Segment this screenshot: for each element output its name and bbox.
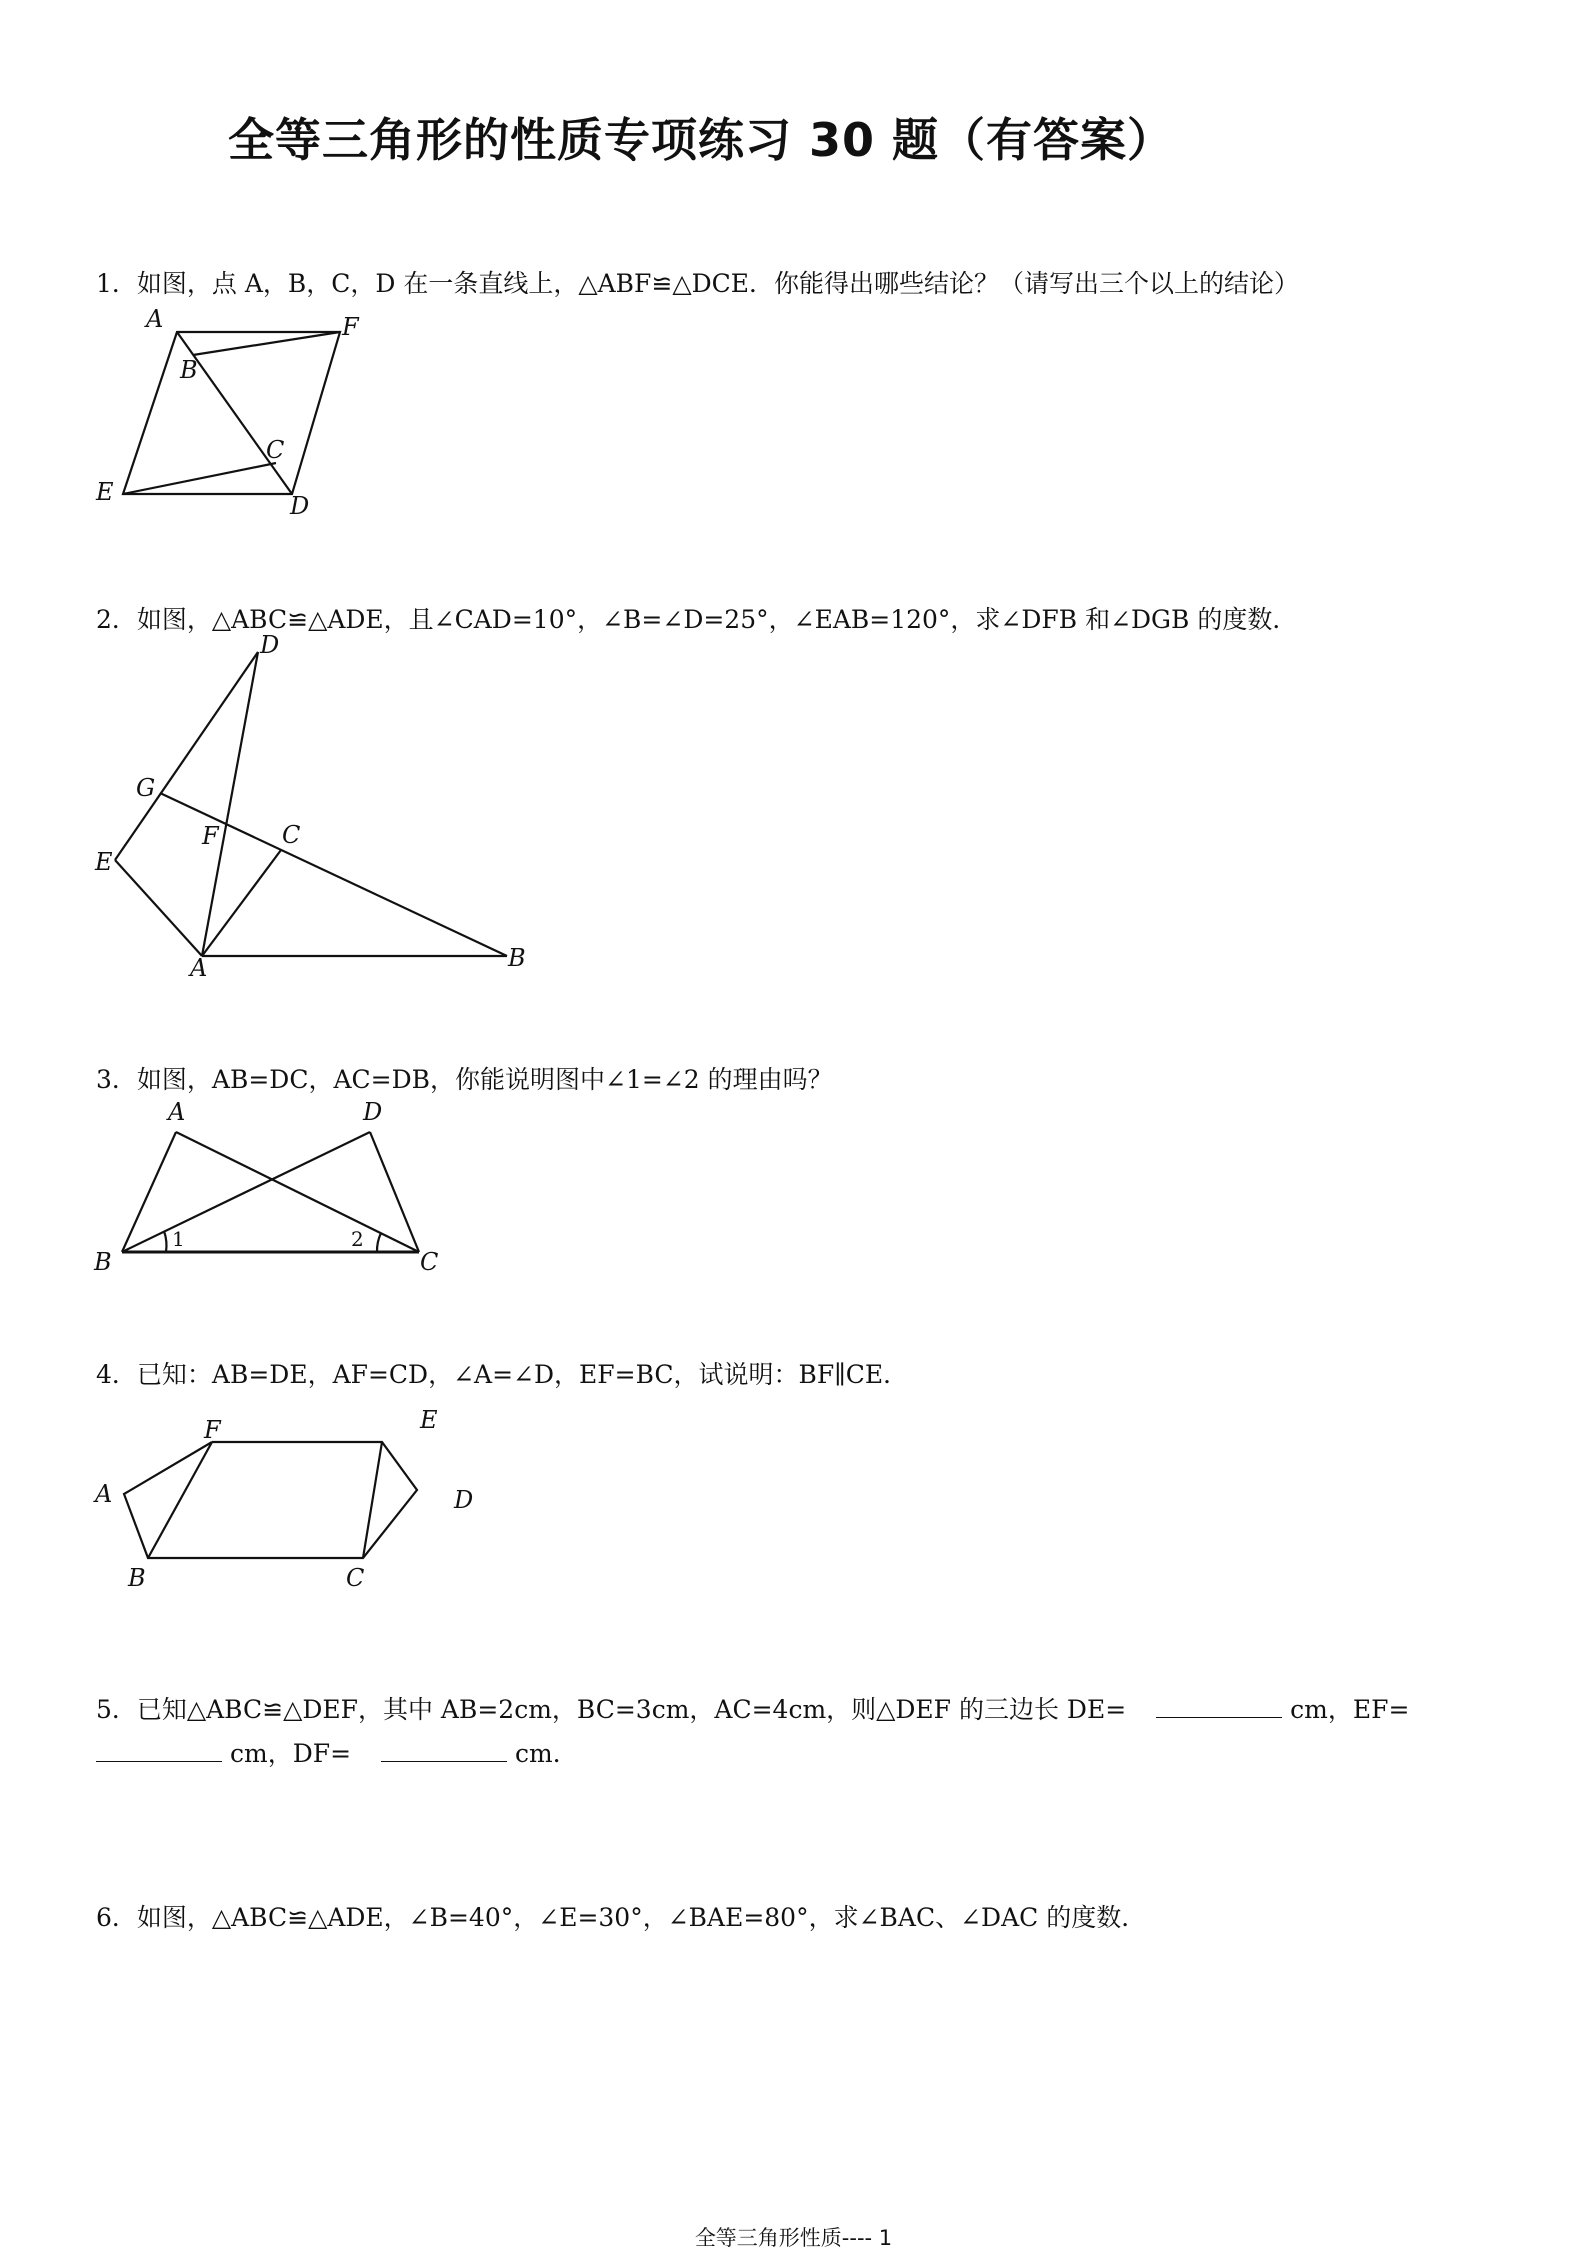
question-2-figure	[90, 631, 530, 982]
question-4-figure	[90, 1400, 500, 1600]
q3-line-ac	[176, 1132, 419, 1252]
unit-cm-end: cm．	[515, 1739, 578, 1768]
blank-df	[381, 1739, 507, 1762]
q2-line-gb	[160, 793, 507, 956]
q3-line-db	[122, 1132, 370, 1252]
q1-label-f: F	[342, 313, 359, 341]
q3-label-d: D	[363, 1098, 383, 1126]
question-3-figure	[90, 1100, 450, 1275]
question-2-text: 2．如图，△ABC≌△ADE，且∠CAD=10°，∠B=∠D=25°，∠EAB=120°，求∠DFB 和∠DGB 的度数．	[96, 605, 1298, 634]
q4-label-d: D	[454, 1486, 474, 1514]
q1-label-c: C	[266, 436, 285, 464]
question-3-text: 3．如图，AB=DC，AC=DB，你能说明图中∠1=∠2 的理由吗？	[96, 1065, 833, 1094]
q2-label-g: G	[136, 774, 156, 802]
q3-angle-1-arc	[164, 1231, 166, 1252]
q3-angle-2-arc	[377, 1233, 381, 1252]
q1-label-d: D	[290, 492, 310, 520]
q1-parallelogram-edges	[123, 332, 340, 494]
q1-label-e: E	[96, 478, 114, 506]
q3-label-a: A	[168, 1098, 186, 1126]
page-title: 全等三角形的性质专项练习 30 题（有答案）	[228, 113, 1175, 167]
blank-ef	[96, 1739, 222, 1762]
q2-line-da	[202, 652, 258, 956]
q2-line-ea	[115, 860, 202, 956]
q3-line-ab	[122, 1132, 176, 1252]
q3-label-b: B	[94, 1248, 112, 1276]
question-6-text: 6．如图，△ABC≌△ADE，∠B=40°，∠E=30°，∠BAE=80°，求∠BAC、∠DAC 的度数．	[96, 1903, 1147, 1932]
q4-line-ce	[363, 1442, 382, 1558]
question-5-line-1	[96, 1692, 1409, 1728]
q1-label-b: B	[180, 356, 198, 384]
q4-label-a: A	[95, 1480, 113, 1508]
q3-label-c: C	[420, 1248, 439, 1276]
q1-label-a: A	[146, 305, 164, 333]
q2-label-c: C	[282, 821, 301, 849]
q2-label-f: F	[202, 822, 219, 850]
q3-angle-2-label: 2	[351, 1227, 364, 1251]
q2-line-ac	[202, 850, 281, 956]
q2-label-a: A	[190, 954, 208, 982]
question-5-text: 5．已知△ABC≌△DEF，其中 AB=2cm，BC=3cm，AC=4cm，则△DEF 的三边长 DE=	[96, 1695, 1127, 1724]
question-1-figure	[90, 305, 370, 520]
question-1-text: 1．如图，点 A，B，C，D 在一条直线上，△ABF≌△DCE．你能得出哪些结论？（请写出三个以上的结论）	[96, 269, 1299, 298]
unit-cm-df: cm，DF=	[230, 1739, 352, 1768]
question-5-line-2	[96, 1736, 578, 1772]
page-footer: 全等三角形性质---- 1	[694, 2226, 893, 2250]
blank-de	[1156, 1695, 1282, 1718]
q2-label-e: E	[95, 848, 113, 876]
q1-line-ec	[123, 463, 276, 494]
q4-label-f: F	[204, 1416, 221, 1444]
q4-label-c: C	[346, 1564, 365, 1592]
question-4-text: 4．已知：AB=DE，AF=CD，∠A=∠D，EF=BC，试说明：BF∥CE．	[96, 1360, 909, 1389]
q1-line-bf	[193, 332, 340, 355]
q2-label-d: D	[260, 631, 280, 659]
q4-label-e: E	[420, 1406, 438, 1434]
q4-label-b: B	[128, 1564, 146, 1592]
q2-label-b: B	[508, 944, 526, 972]
unit-cm-ef: cm，EF=	[1290, 1695, 1410, 1724]
q4-line-bf	[148, 1442, 212, 1558]
q3-line-dc	[370, 1132, 419, 1252]
q3-angle-1-label: 1	[172, 1227, 185, 1251]
